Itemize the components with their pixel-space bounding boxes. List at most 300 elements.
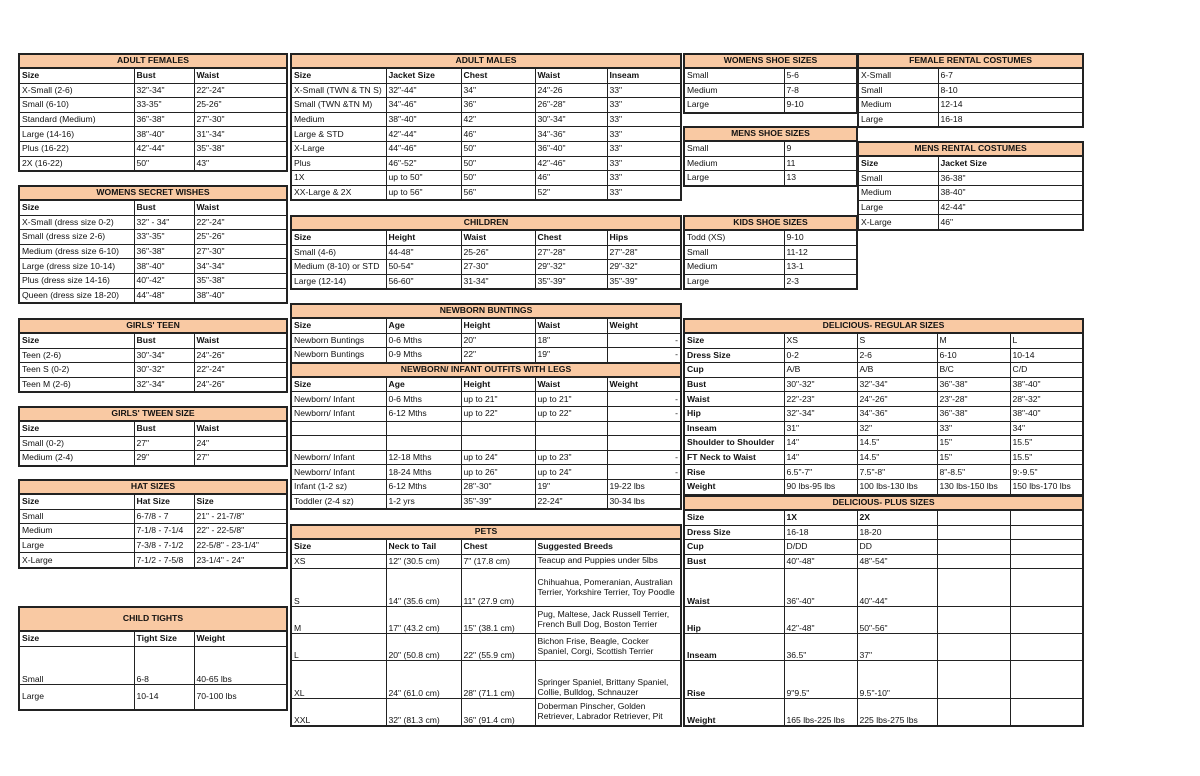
table-cell: 10-14 (134, 684, 194, 710)
table-cell: up to 26" (461, 465, 535, 480)
table-cell: 36"-38" (134, 112, 194, 127)
table-cell: X-Small (858, 68, 938, 83)
table-cell: 22"-24" (194, 215, 287, 230)
column-header: Bust (134, 200, 194, 215)
table-cell: 9"9.5" (784, 661, 857, 699)
table-cell (1010, 569, 1083, 607)
table-cell: L (1010, 333, 1083, 348)
table-cell: Large (12-14) (291, 274, 386, 289)
table-row (291, 634, 681, 661)
table-row (19, 230, 287, 245)
table-cell: B/C (937, 363, 1010, 378)
column-header: Size (291, 539, 386, 554)
table-title: PETS (291, 525, 681, 539)
table-cell: Small (684, 68, 784, 83)
table-cell: - (607, 406, 681, 421)
table-cell: 40"-42" (134, 273, 194, 288)
table-row (684, 98, 857, 113)
table-row (684, 156, 857, 171)
column-header: Chest (461, 68, 535, 83)
column-header: Tight Size (134, 631, 194, 646)
table-row (19, 259, 287, 274)
table-cell: up to 56" (386, 185, 461, 200)
table-cell: 32"-34" (784, 406, 857, 421)
table-cell: 38"-40" (194, 288, 287, 303)
table-cell: M (291, 607, 386, 634)
table-cell: 16-18 (938, 112, 1083, 127)
table-cell: 36"-38" (134, 244, 194, 259)
table-cell: 36-38" (938, 171, 1083, 186)
table-cell: 11-12 (784, 245, 857, 260)
table-cell: 36"-40" (535, 141, 607, 156)
table-cell: 22-24" (535, 494, 607, 509)
table-cell: 14.5" (857, 436, 937, 451)
table-row (684, 699, 1083, 727)
table-cell: 36" (91.4 cm) (461, 699, 535, 727)
table-cell: A/B (857, 363, 937, 378)
table-cell: Waist (684, 392, 784, 407)
table-cell: 24"-26" (857, 392, 937, 407)
table-title: MENS RENTAL COSTUMES (858, 142, 1083, 156)
table-cell: Toddler (2-4 sz) (291, 494, 386, 509)
table-cell: XL (291, 661, 386, 699)
table-cell: 24"-26 (535, 83, 607, 98)
column-header: Suggested Breeds (535, 539, 681, 554)
table-cell: 28" (71.1 cm) (461, 661, 535, 699)
table-cell: 10-14 (1010, 348, 1083, 363)
table-title: GIRLS' TEEN (19, 319, 287, 333)
table-cell: 6-8 (134, 646, 194, 684)
table-cell: 35"-38" (194, 273, 287, 288)
table-cell: up to 22" (461, 406, 535, 421)
table-cell: X-Large (19, 553, 134, 568)
table-cell: 70-100 lbs (194, 684, 287, 710)
table-cell: 35"-38" (194, 141, 287, 156)
table-cell: 50"-56" (857, 607, 937, 634)
table-row (291, 569, 681, 607)
table-row (291, 479, 681, 494)
table-cell: Large (858, 200, 938, 215)
table-row (291, 421, 681, 436)
table-cell: 6-12 Mths (386, 479, 461, 494)
table-cell: 50" (461, 156, 535, 171)
table-cell (1010, 661, 1083, 699)
table-cell: 2-3 (784, 274, 857, 289)
table-cell: 0-6 Mths (386, 392, 461, 407)
table-row (858, 112, 1083, 127)
table-title: WOMENS SHOE SIZES (684, 54, 857, 68)
table-cell: 35"-39" (461, 494, 535, 509)
table-cell: 7-1/2 - 7-5/8 (134, 553, 194, 568)
column-header: Size (684, 510, 784, 525)
column-header: Height (461, 318, 535, 333)
table-cell: Bust (684, 554, 784, 569)
table-cell: 27"-30" (194, 244, 287, 259)
hat-sizes-table (18, 479, 288, 569)
table-cell: 31"-34" (194, 127, 287, 142)
table-cell: Newborn/ Infant (291, 450, 386, 465)
table-row (684, 634, 1083, 661)
table-cell: Large (14-16) (19, 127, 134, 142)
column-header: Waist (535, 377, 607, 392)
table-cell: 33" (607, 141, 681, 156)
table-cell: 15.5" (1010, 450, 1083, 465)
column-header: Height (386, 230, 461, 245)
table-cell: 38"-40" (1010, 377, 1083, 392)
table-row (684, 465, 1083, 480)
table-cell: - (607, 465, 681, 480)
table-cell: 9-10 (784, 98, 857, 113)
table-cell: 30"-32" (134, 363, 194, 378)
table-cell: 9-10 (784, 230, 857, 245)
table-row (291, 333, 681, 348)
table-cell (1010, 699, 1083, 727)
table-cell: 36" (461, 98, 535, 113)
table-title: ADULT MALES (291, 54, 681, 68)
column-header: Waist (194, 200, 287, 215)
table-cell: Teen S (0-2) (19, 363, 134, 378)
delicious-regular-table (683, 318, 1084, 496)
column-header: Jacket Size (938, 156, 1083, 171)
table-row (858, 186, 1083, 201)
table-cell: Chihuahua, Pomeranian, Australian Terrier, Yorkshire Terrier, Toy Poodle (535, 569, 681, 607)
table-row (684, 68, 857, 83)
table-cell (386, 436, 461, 451)
table-row (858, 171, 1083, 186)
table-row (19, 684, 287, 710)
table-cell: FT Neck to Waist (684, 450, 784, 465)
table-row (19, 141, 287, 156)
table-cell: 36"-40" (784, 569, 857, 607)
table-cell: 15.5" (1010, 436, 1083, 451)
table-cell: 24" (61.0 cm) (386, 661, 461, 699)
table-cell: up to 24" (535, 465, 607, 480)
table-row (684, 348, 1083, 363)
column-header: 1X (784, 510, 857, 525)
column-header: Waist (535, 68, 607, 83)
table-cell: Medium (8-10) or STD (291, 260, 386, 275)
table-cell: Small (0-2) (19, 436, 134, 451)
table-row (19, 553, 287, 568)
table-cell: Newborn/ Infant (291, 392, 386, 407)
table-cell: 7-3/8 - 7-1/2 (134, 538, 194, 553)
table-row (858, 200, 1083, 215)
table-cell (937, 634, 1010, 661)
table-cell: X-Small (2-6) (19, 83, 134, 98)
table-cell: Large (684, 171, 784, 186)
table-title: DELICIOUS- PLUS SIZES (684, 496, 1083, 510)
table-cell: 37" (857, 634, 937, 661)
table-row (19, 215, 287, 230)
table-cell: 90 lbs-95 lbs (784, 479, 857, 494)
column-header: Chest (535, 230, 607, 245)
table-cell: Small (19, 509, 134, 524)
table-row (291, 494, 681, 509)
table-cell: 8-10 (938, 83, 1083, 98)
table-cell: up to 21" (461, 392, 535, 407)
table-cell (1010, 510, 1083, 525)
table-cell: 38"-40" (134, 127, 194, 142)
table-row (19, 273, 287, 288)
table-cell: 22-5/8" - 23-1/4" (194, 538, 287, 553)
table-cell: XS (784, 333, 857, 348)
table-cell: 25"-26" (194, 230, 287, 245)
table-cell (1010, 554, 1083, 569)
table-cell: 33"-35" (134, 230, 194, 245)
table-cell: 2-6 (857, 348, 937, 363)
table-cell: 46" (461, 127, 535, 142)
table-cell: X-Small (TWN & TN S) (291, 83, 386, 98)
column-header: Jacket Size (386, 68, 461, 83)
table-cell: 5-6 (784, 68, 857, 83)
table-cell: 31" (784, 421, 857, 436)
table-cell: Newborn Buntings (291, 348, 386, 363)
table-cell: up to 50" (386, 171, 461, 186)
table-cell: 14" (784, 450, 857, 465)
table-cell: 42"-46" (535, 156, 607, 171)
table-cell: Newborn/ Infant (291, 465, 386, 480)
child-tights-table (18, 606, 288, 711)
table-cell: 130 lbs-150 lbs (937, 479, 1010, 494)
table-cell: 32"-34" (857, 377, 937, 392)
table-cell: Large (684, 98, 784, 113)
table-cell: Large (684, 274, 784, 289)
table-cell: 7-1/8 - 7-1/4 (134, 524, 194, 539)
table-cell: Small (TWN &TN M) (291, 98, 386, 113)
table-cell: Cup (684, 363, 784, 378)
table-row (291, 436, 681, 451)
table-cell: 42-44" (938, 200, 1083, 215)
table-cell: 50-54" (386, 260, 461, 275)
table-cell: 7.5"-8" (857, 465, 937, 480)
table-cell: 32"-34" (134, 377, 194, 392)
table-title: WOMENS SECRET WISHES (19, 186, 287, 200)
table-row (684, 569, 1083, 607)
table-cell (291, 421, 386, 436)
table-row (291, 127, 681, 142)
table-row (684, 406, 1083, 421)
table-cell: Springer Spaniel, Brittany Spaniel, Collie, Bulldog, Schnauzer (535, 661, 681, 699)
table-cell: 25-26" (461, 245, 535, 260)
table-row (291, 348, 681, 363)
table-cell: Doberman Pinscher, Golden Retriever, Labrador Retriever, Pit (535, 699, 681, 727)
kids-shoe-table (683, 215, 858, 290)
table-row (291, 554, 681, 569)
girls-tween-table (18, 406, 288, 467)
table-cell (607, 421, 681, 436)
table-cell: 165 lbs-225 lbs (784, 699, 857, 727)
table-cell (937, 607, 1010, 634)
adult-males-table (290, 53, 682, 201)
table-row (858, 68, 1083, 83)
table-title: HAT SIZES (19, 480, 287, 494)
table-cell: Medium (684, 260, 784, 275)
table-cell: up to 24" (461, 450, 535, 465)
table-cell: Rise (684, 661, 784, 699)
table-row (684, 436, 1083, 451)
table-row (291, 699, 681, 727)
table-cell: XXL (291, 699, 386, 727)
table-row (858, 215, 1083, 230)
table-cell: Medium (291, 112, 386, 127)
table-cell: 1X (291, 171, 386, 186)
table-cell: 22"-24" (194, 363, 287, 378)
table-row (291, 450, 681, 465)
table-cell: - (607, 392, 681, 407)
table-cell: 11" (27.9 cm) (461, 569, 535, 607)
table-cell: 28"-30" (461, 479, 535, 494)
table-cell: 42"-44" (134, 141, 194, 156)
table-cell: 33" (607, 156, 681, 171)
table-cell: 11 (784, 156, 857, 171)
table-cell: Small (858, 83, 938, 98)
table-cell: 44"-46" (386, 141, 461, 156)
table-cell: 8"-8.5" (937, 465, 1010, 480)
table-cell: M (937, 333, 1010, 348)
table-row (858, 83, 1083, 98)
table-cell: 26"-28" (535, 98, 607, 113)
column-header: Weight (607, 318, 681, 333)
table-row (19, 377, 287, 392)
table-cell: Medium (dress size 6-10) (19, 244, 134, 259)
table-cell: 7-8 (784, 83, 857, 98)
table-row (291, 274, 681, 289)
table-title: NEWBORN BUNTINGS (291, 304, 681, 318)
column-header: Size (291, 230, 386, 245)
table-cell: 33" (607, 171, 681, 186)
table-cell: 50" (134, 156, 194, 171)
column-header: Waist (194, 333, 287, 348)
table-row (19, 98, 287, 113)
table-cell: 23-1/4" - 24" (194, 553, 287, 568)
table-cell: 13 (784, 171, 857, 186)
table-cell: Waist (684, 569, 784, 607)
table-cell: 34" (1010, 421, 1083, 436)
column-header: Size (19, 494, 134, 509)
table-cell: 225 lbs-275 lbs (857, 699, 937, 727)
table-row (19, 524, 287, 539)
table-row (684, 245, 857, 260)
column-header: Weight (194, 631, 287, 646)
table-cell: Small (19, 646, 134, 684)
table-cell: A/B (784, 363, 857, 378)
table-row (291, 156, 681, 171)
table-cell: D/DD (784, 540, 857, 555)
table-cell: Large (858, 112, 938, 127)
womens-secret-wishes-table (18, 185, 288, 304)
table-cell: 34"-36" (535, 127, 607, 142)
table-cell: 150 lbs-170 lbs (1010, 479, 1083, 494)
table-row (291, 392, 681, 407)
table-cell: 12-18 Mths (386, 450, 461, 465)
table-cell: 24"-26" (194, 377, 287, 392)
table-cell: Teacup and Puppies under 5lbs (535, 554, 681, 569)
table-cell: Medium (858, 98, 938, 113)
table-cell: Small (858, 171, 938, 186)
table-row (684, 363, 1083, 378)
table-cell: Weight (684, 479, 784, 494)
column-header: Bust (134, 68, 194, 83)
table-cell: Dress Size (684, 525, 784, 540)
table-cell: 6-7/8 - 7 (134, 509, 194, 524)
table-cell (607, 436, 681, 451)
table-cell: 6-12 Mths (386, 406, 461, 421)
table-cell: X-Small (dress size 0-2) (19, 215, 134, 230)
table-cell: 16-18 (784, 525, 857, 540)
table-cell (937, 525, 1010, 540)
table-cell (535, 421, 607, 436)
table-row (684, 260, 857, 275)
table-row (684, 450, 1083, 465)
column-header: Hips (607, 230, 681, 245)
column-header: Hat Size (134, 494, 194, 509)
table-cell: up to 21" (535, 392, 607, 407)
table-cell: 28"-32" (1010, 392, 1083, 407)
table-cell: 33" (607, 185, 681, 200)
table-cell: 50" (461, 171, 535, 186)
column-header: Waist (461, 230, 535, 245)
column-header: Bust (134, 333, 194, 348)
table-row (684, 421, 1083, 436)
table-cell: Large (dress size 10-14) (19, 259, 134, 274)
table-cell (1010, 540, 1083, 555)
table-row (291, 260, 681, 275)
table-cell: 12-14 (938, 98, 1083, 113)
table-cell: 52" (535, 185, 607, 200)
table-row (684, 392, 1083, 407)
table-cell: 22" (55.9 cm) (461, 634, 535, 661)
table-cell: 38"-40" (134, 259, 194, 274)
table-cell: Standard (Medium) (19, 112, 134, 127)
table-title: KIDS SHOE SIZES (684, 216, 857, 230)
table-row (684, 661, 1083, 699)
table-title: DELICIOUS- REGULAR SIZES (684, 319, 1083, 333)
column-header: Waist (194, 68, 287, 83)
table-cell: 32" (81.3 cm) (386, 699, 461, 727)
table-cell: Inseam (684, 634, 784, 661)
table-cell: 22"-23" (784, 392, 857, 407)
newborn-buntings-table (290, 303, 682, 510)
table-cell: Weight (684, 699, 784, 727)
table-cell (937, 569, 1010, 607)
table-cell: Bichon Frise, Beagle, Cocker Spaniel, Corgi, Scottish Terrier (535, 634, 681, 661)
table-cell: Small (dress size 2-6) (19, 230, 134, 245)
table-row (19, 156, 287, 171)
table-cell: 33" (607, 127, 681, 142)
column-header: Size (19, 631, 134, 646)
table-row (291, 98, 681, 113)
column-header: Size (19, 333, 134, 348)
table-cell: 12" (30.5 cm) (386, 554, 461, 569)
table-cell (937, 510, 1010, 525)
womens-shoe-table (683, 53, 858, 114)
table-cell: 31-34" (461, 274, 535, 289)
table-cell: 7" (17.8 cm) (461, 554, 535, 569)
table-cell: 9 (784, 141, 857, 156)
table-row (19, 509, 287, 524)
table-cell: 33" (607, 83, 681, 98)
table-cell: 34"-34" (194, 259, 287, 274)
table-cell: 34" (461, 83, 535, 98)
table-cell: 32"-44" (386, 83, 461, 98)
table-cell: 15" (937, 436, 1010, 451)
table-title: MENS SHOE SIZES (684, 127, 857, 141)
table-row (19, 451, 287, 466)
table-cell: 14" (784, 436, 857, 451)
table-cell: Inseam (684, 421, 784, 436)
table-row (684, 230, 857, 245)
table-cell: 18-24 Mths (386, 465, 461, 480)
